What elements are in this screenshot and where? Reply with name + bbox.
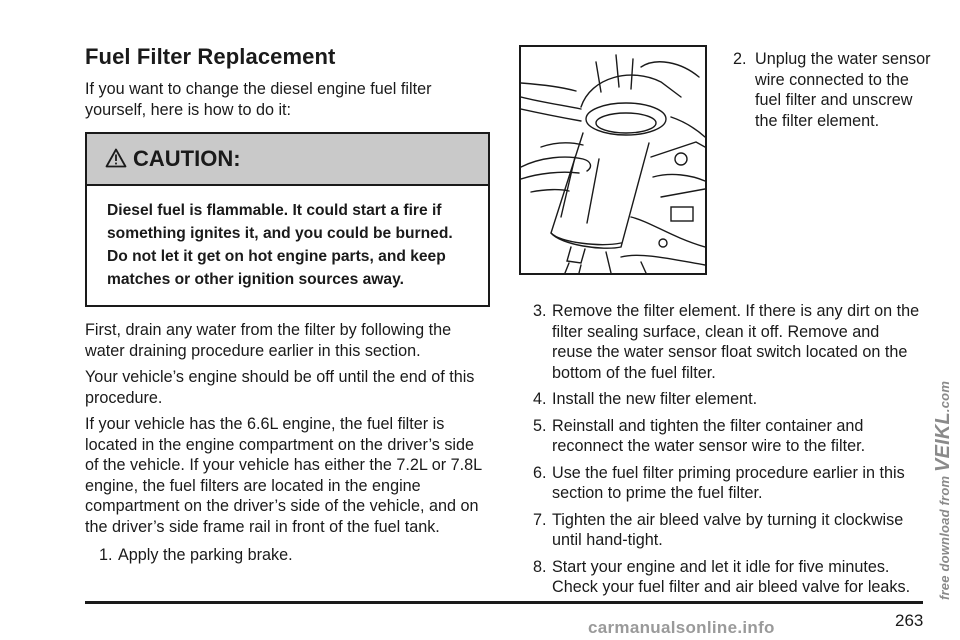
- step-text: Reinstall and tighten the filter container and reconnect the water sensor wire to the filter.: [552, 416, 866, 455]
- step-number: 1.: [99, 546, 113, 564]
- bottom-watermark: carmanualsonline.info: [588, 618, 775, 637]
- paragraph-filter-location: If your vehicle has the 6.6L engine, the fuel filter is located in the engine compartment on the driver’s side of the vehicle. If your vehicle has either the 7.2L or 7.8L engine, the fuel filters are located in the engine compartment on the driver’s side of the vehicle, and on the driver’s side frame rail in front of the fuel tank.: [85, 415, 482, 536]
- left-column: [85, 44, 490, 566]
- intro-paragraph: If you want to change the diesel engine fuel filter yourself, here is how to do it:: [85, 80, 432, 119]
- steps-list: [533, 301, 923, 604]
- warning-triangle-icon: [105, 148, 127, 168]
- step-text: Use the fuel filter priming procedure earlier in this section to prime the fuel filter.: [552, 463, 905, 502]
- watermark-brand: VEIKL: [932, 412, 954, 472]
- caution-label: CAUTION:: [133, 146, 241, 171]
- fuel-filter-drawing: [521, 47, 705, 273]
- step-text: Unplug the water sensor wire connected to the fuel filter and unscrew the filter element.: [755, 50, 931, 130]
- step-text: Apply the parking brake.: [118, 546, 293, 564]
- footer-rule: [85, 601, 923, 604]
- step-number: 4.: [533, 390, 547, 408]
- caution-text: Diesel fuel is flammable. It could start a fire if something ignites it, and you could be burned. Do not let it get on hot engine parts, and keep matches or other ignition sources away.: [107, 202, 453, 288]
- step-6: [533, 463, 923, 504]
- step-7: [533, 510, 923, 551]
- fuel-filter-illustration: [519, 45, 707, 275]
- step-number: 2.: [733, 50, 747, 68]
- step-number: 8.: [533, 557, 547, 576]
- step-1: [85, 545, 490, 566]
- caution-header: [87, 134, 488, 186]
- step-number: 6.: [533, 463, 547, 482]
- page-title: Fuel Filter Replacement: [85, 44, 336, 69]
- step-8: [533, 557, 923, 598]
- step-text: Start your engine and let it idle for five minutes. Check your fuel filter and air bleed valve for leaks.: [552, 557, 911, 596]
- paragraph-drain-water: First, drain any water from the filter by following the water draining procedure earlier in this section.: [85, 321, 452, 360]
- watermark-prefix: free download from: [937, 475, 952, 600]
- step-3: [533, 301, 923, 383]
- paragraph-engine-off: Your vehicle’s engine should be off until the end of this procedure.: [85, 368, 475, 407]
- step-text: Remove the filter element. If there is any dirt on the filter sealing surface, clean it off. Remove and reuse the water sensor float switch located on the bottom of the fuel filter.: [552, 302, 920, 382]
- step-number: 3.: [533, 302, 547, 320]
- step-5: [533, 416, 923, 457]
- step-number: 5.: [533, 416, 547, 435]
- step-2: [733, 49, 933, 131]
- watermark-suffix: .com: [937, 380, 952, 413]
- side-watermark: [932, 381, 955, 600]
- caution-box: [85, 132, 490, 307]
- step-text: Install the new filter element.: [552, 390, 758, 408]
- step-text: Tighten the air bleed valve by turning it clockwise until hand-tight.: [552, 510, 904, 549]
- step-number: 7.: [533, 510, 547, 529]
- step-4: [533, 389, 923, 410]
- page-number: 263: [895, 611, 924, 630]
